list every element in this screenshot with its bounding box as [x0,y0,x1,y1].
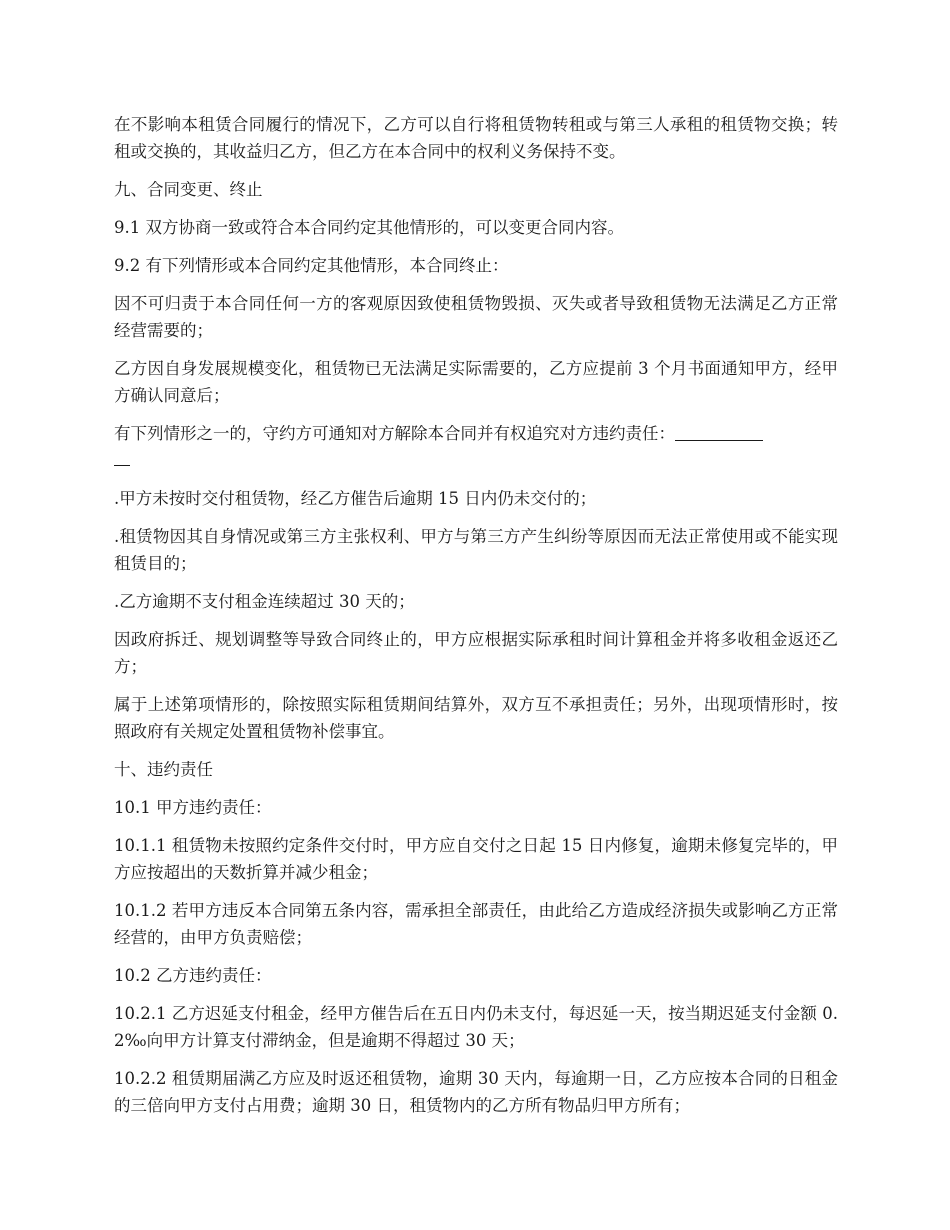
clause-termination-text: 有下列情形之一的，守约方可通知对方解除本合同并有权追究对方违约责任： [114,424,675,443]
blank-fill-line [675,422,763,441]
clause-10-2-1: 10.2.1 乙方迟延支付租金，经甲方催告后在五日内仍未支付，每迟延一天，按当期迟延支付金额 0.2‰向甲方计算支付滞纳金，但是逾期不得超过 30 天； [114,1004,838,1050]
clause-10-1-2: 10.1.2 若甲方违反本合同第五条内容，需承担全部责任，由此给乙方造成经济损失或影响乙方正常经营的，由甲方负责赔偿； [114,901,838,947]
document-body [114,111,838,1130]
clause-government-demolition: 因政府拆迁、规划调整等导致合同终止的，甲方应根据实际承租时间计算租金并将多收租金返还乙方； [114,630,838,676]
termination-item-rent-overdue: .乙方逾期不支付租金连续超过 30 天的； [114,592,415,611]
paragraph-sublease: 在不影响本租赁合同履行的情况下，乙方可以自行将租赁物转租或与第三人承租的租赁物交换；转租或交换的，其收益归乙方，但乙方在本合同中的权利义务保持不变。 [114,115,838,161]
clause-9-2-item-force-majeure: 因不可归责于本合同任何一方的客观原因致使租赁物毁损、灭失或者导致租赁物无法满足乙方正常经营需要的； [114,294,838,340]
clause-settlement: 属于上述第项情形的，除按照实际租赁期间结算外，双方互不承担责任；另外，出现项情形时，按照政府有关规定处置租赁物补偿事宜。 [114,695,838,741]
clause-termination-conditions [114,420,838,474]
clause-10-1: 10.1 甲方违约责任： [114,798,272,817]
clause-9-1: 9.1 双方协商一致或符合本合同约定其他情形的，可以变更合同内容。 [114,218,624,237]
termination-item-lessor-delivery: .甲方未按时交付租赁物，经乙方催告后逾期 15 日内仍未交付的； [114,489,597,508]
clause-10-2: 10.2 乙方违约责任： [114,966,272,985]
section-heading-9: 九、合同变更、终止 [114,180,263,199]
clause-9-2: 9.2 有下列情形或本合同约定其他情形，本合同终止： [114,256,509,275]
blank-fill-line-continued [114,447,130,474]
termination-item-unusable: .租赁物因其自身情况或第三方主张权利、甲方与第三方产生纠纷等原因而无法正常使用或不能实现租赁目的； [114,527,838,573]
clause-10-1-1: 10.1.1 租赁物未按照约定条件交付时，甲方应自交付之日起 15 日内修复，逾期未修复完毕的，甲方应按超出的天数折算并减少租金； [114,836,838,882]
clause-10-2-2: 10.2.2 租赁期届满乙方应及时返还租赁物，逾期 30 天内，每逾期一日，乙方应按本合同的日租金的三倍向甲方支付占用费；逾期 30 日，租赁物内的乙方所有物品归甲方所有； [114,1069,838,1115]
section-heading-10: 十、违约责任 [114,760,213,779]
clause-9-2-item-scale-change: 乙方因自身发展规模变化，租赁物已无法满足实际需要的，乙方应提前 3 个月书面通知甲方，经甲方确认同意后； [114,359,838,405]
